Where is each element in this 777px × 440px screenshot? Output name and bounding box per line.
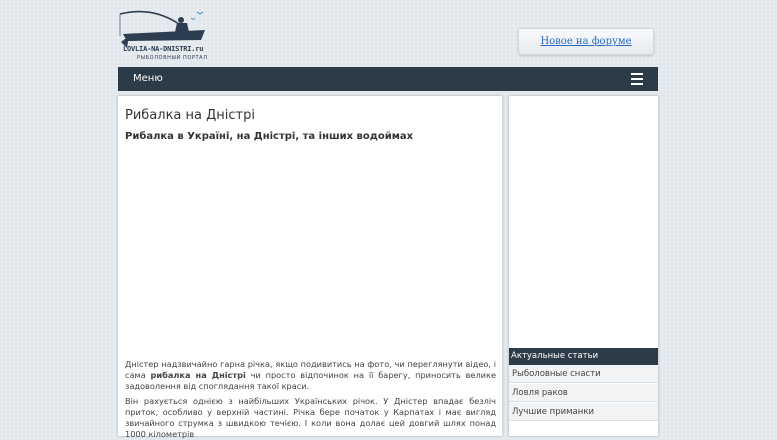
article-paragraph-1 xyxy=(125,359,496,392)
logo-subtitle: РЫБОЛОВНЫЙ ПОРТАЛ xyxy=(137,55,208,61)
article-paragraph-2: Він рахується однією з найбільших Українських річок. У Дністер впадає безліч приток, особливо у верхній частині. Річка бере початок у Карпатах і має вигляд звичайного струмка з швидкою течією. І коли вона долає цей довгий шлях понад 1000 кілометрів xyxy=(125,396,496,439)
menu-label[interactable]: Меню xyxy=(133,73,163,84)
paragraph-text: чи просто відпочинок на її барегу, приносить велике задоволення від споглядання такої краси. xyxy=(125,370,496,391)
site-logo[interactable] xyxy=(117,8,212,64)
paragraph-bold-text: рибалка на Дністрі xyxy=(150,370,246,380)
sidebar-item-fishing-tackle[interactable]: Рыболовные снасти xyxy=(509,365,658,383)
article-title: Рибалка на Дністрі xyxy=(125,108,255,123)
fisherman-boat-logo-icon xyxy=(117,8,212,48)
logo-text: LOVLIA-NA-DNISTRI.ru xyxy=(123,45,204,53)
main-navbar xyxy=(118,67,658,91)
article-subtitle: Рибалка в Україні, на Дністрі, та інших водоймах xyxy=(125,131,414,142)
sidebar-panel xyxy=(509,96,658,436)
hamburger-icon[interactable] xyxy=(631,73,643,85)
sidebar-item-crayfish[interactable]: Ловля раков xyxy=(509,384,658,402)
paragraph-text: Дністер надзвичайно гарна річка, якщо подивитись на фото, чи переглянути відео, і сама xyxy=(125,359,496,380)
forum-news-button[interactable]: Новое на форуме xyxy=(518,28,654,55)
sidebar-item-best-baits[interactable]: Лучшие приманки xyxy=(509,403,658,421)
article-panel xyxy=(118,96,502,439)
sidebar-heading: Актуальные статьи xyxy=(509,348,658,365)
